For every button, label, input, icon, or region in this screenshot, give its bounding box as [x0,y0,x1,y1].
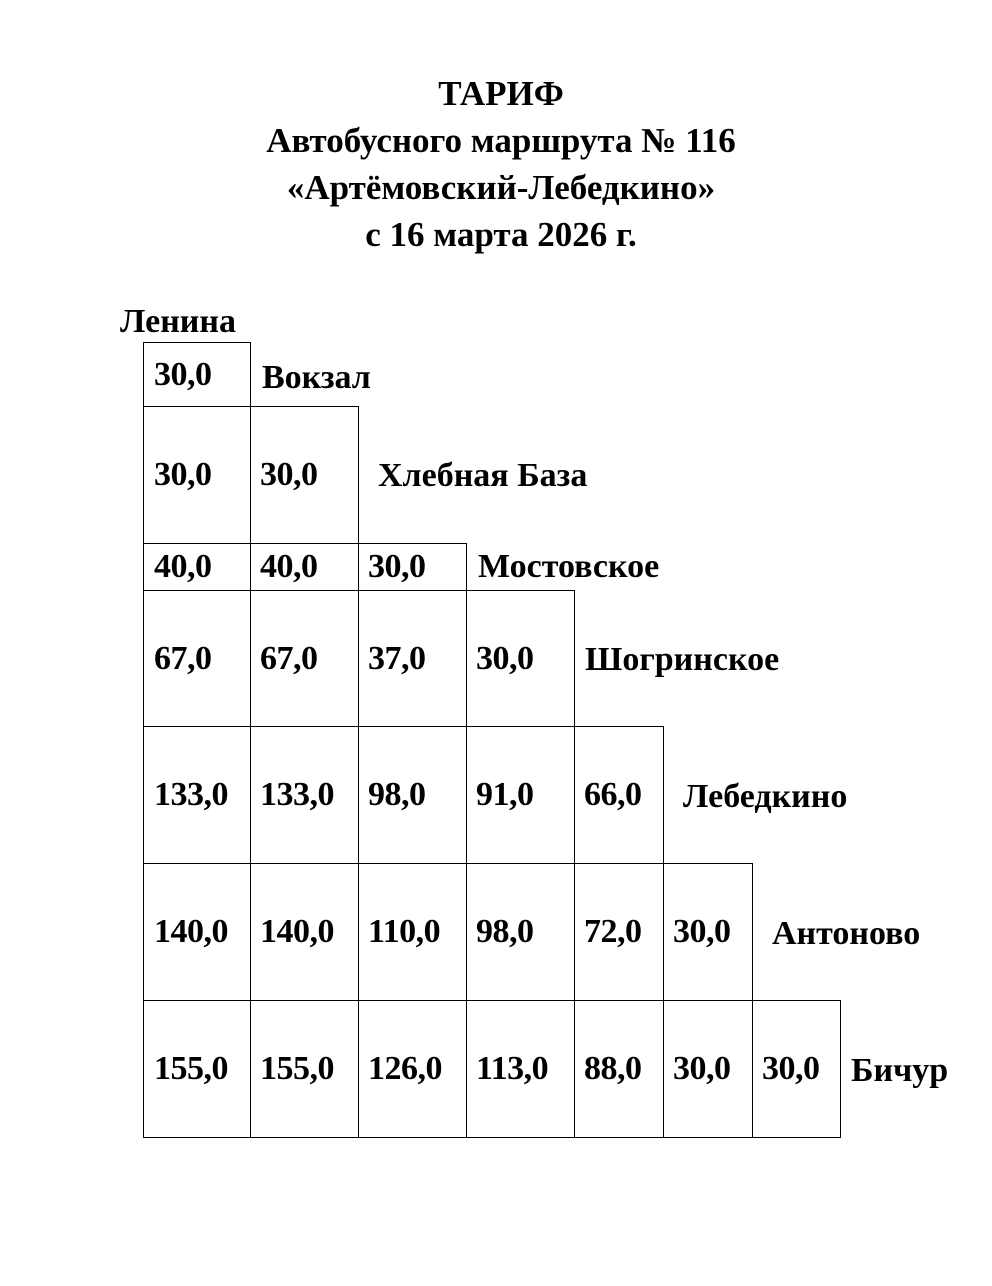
fare-cell: 66,0 [574,726,664,864]
fare-cell: 98,0 [466,863,575,1001]
fare-cell: 133,0 [143,726,251,864]
fare-cell: 30,0 [466,590,575,727]
stop-label: Ленина [120,303,236,340]
fare-cell: 98,0 [358,726,467,864]
fare-cell: 72,0 [574,863,664,1001]
stop-label: Лебедкино [683,778,848,815]
fare-cell: 133,0 [250,726,359,864]
fare-cell: 37,0 [358,590,467,727]
fare-cell: 67,0 [143,590,251,727]
fare-cell: 40,0 [143,543,251,591]
stop-label: Вокзал [262,359,371,396]
fare-cell: 30,0 [663,863,753,1001]
fare-cell: 30,0 [358,543,467,591]
stop-label: Антоново [772,915,921,952]
stop-label: Шогринское [585,641,780,678]
stop-label: Бичур [851,1052,949,1089]
route-number: Автобусного маршрута № 116 [266,121,736,160]
fare-cell: 30,0 [663,1000,753,1138]
tariff-header [0,70,992,258]
fare-cell: 110,0 [358,863,467,1001]
fare-cell: 140,0 [250,863,359,1001]
effective-date: с 16 марта 2026 г. [365,215,637,254]
fare-cell: 40,0 [250,543,359,591]
fare-cell: 113,0 [466,1000,575,1138]
route-name: «Артёмовский-Лебедкино» [286,168,716,207]
fare-cell: 30,0 [143,406,251,544]
tariff-title: ТАРИФ [438,74,564,113]
fare-cell: 30,0 [250,406,359,544]
fare-cell: 67,0 [250,590,359,727]
fare-cell: 30,0 [143,342,251,407]
fare-cell: 155,0 [143,1000,251,1138]
fare-cell: 126,0 [358,1000,467,1138]
stop-label: Мостовское [478,548,660,585]
fare-cell: 88,0 [574,1000,664,1138]
stop-label: Хлебная База [378,457,588,494]
fare-cell: 140,0 [143,863,251,1001]
fare-cell: 155,0 [250,1000,359,1138]
fare-cell: 30,0 [752,1000,841,1138]
fare-cell: 91,0 [466,726,575,864]
